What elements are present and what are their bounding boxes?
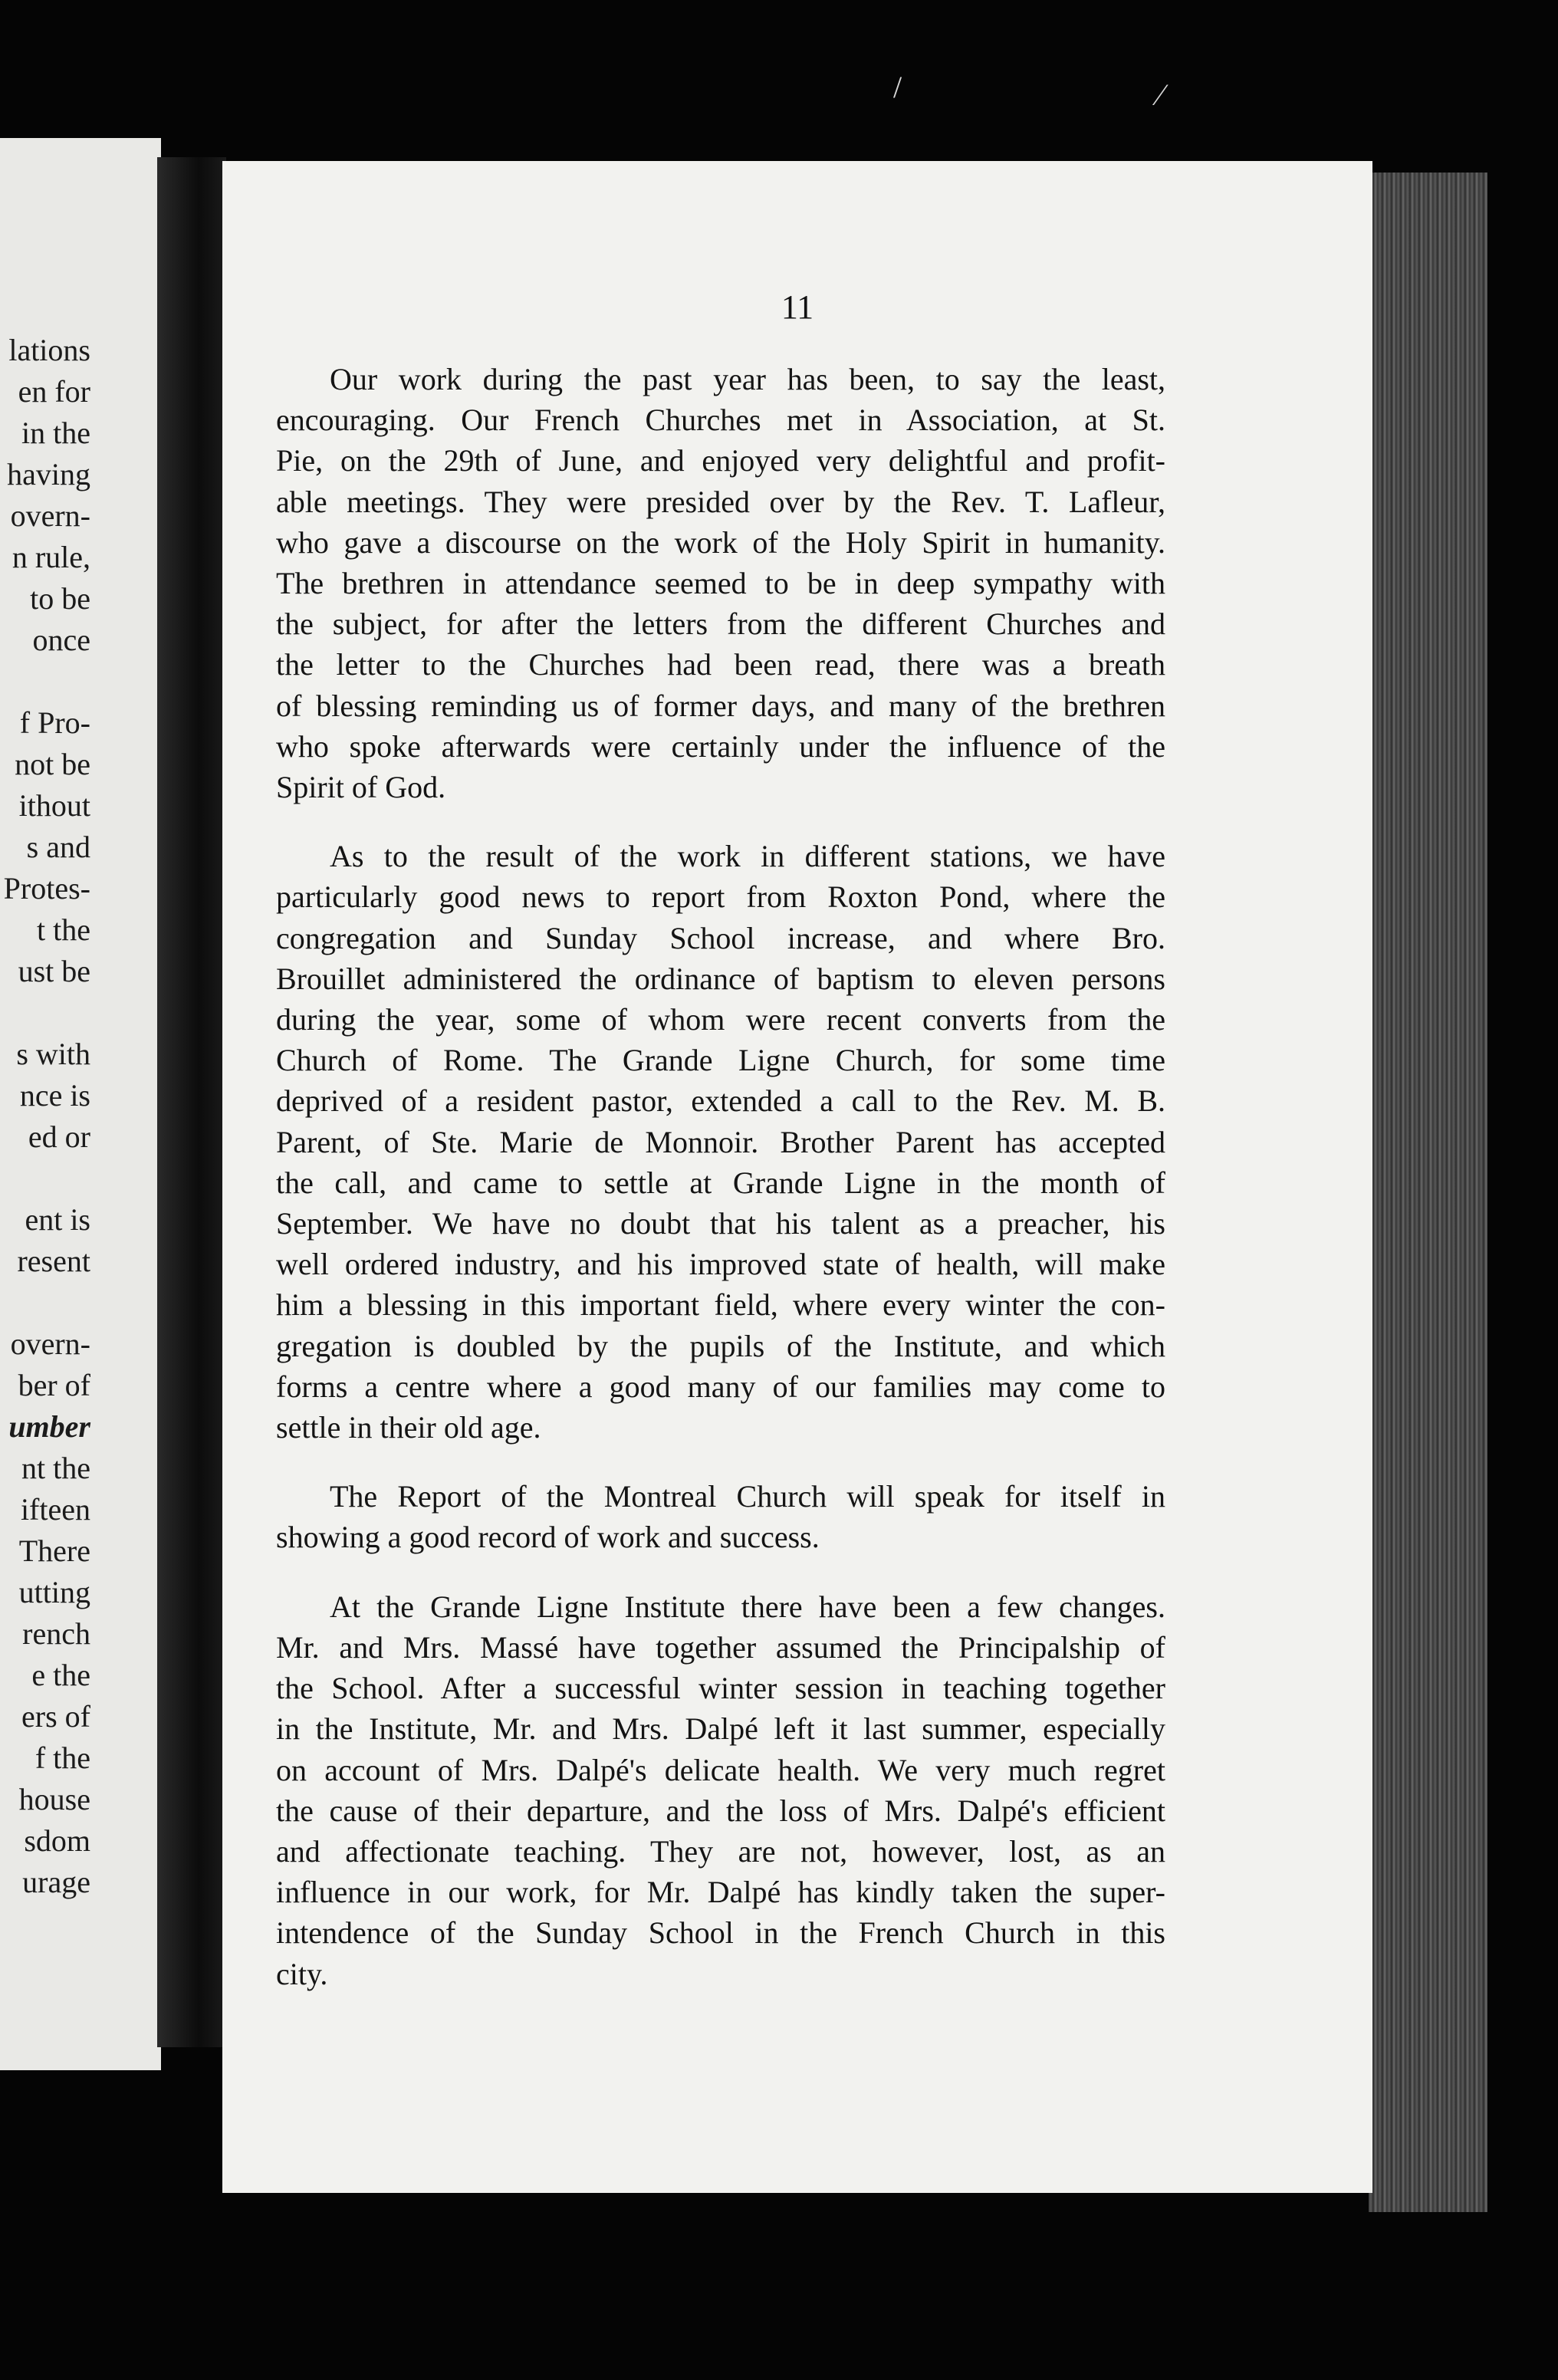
facing-page-line: umber [8, 1409, 90, 1444]
text-line: deprived of a resident pastor, extended a call to the Rev. M. B. [276, 1083, 1165, 1119]
text-line: At the Grande Ligne Institute there have been a few changes. [330, 1589, 1165, 1624]
facing-page-line: sdom [24, 1823, 90, 1858]
text-line: the subject, for after the letters from the different Churches and [276, 607, 1165, 642]
facing-page-line: e the [31, 1658, 90, 1692]
facing-page-line: having [7, 457, 90, 491]
facing-page-line: s with [16, 1037, 90, 1071]
facing-page-line: utting [18, 1575, 90, 1609]
facing-page-line: ust be [18, 954, 90, 988]
facing-page-line: overn- [10, 498, 90, 533]
page-block-edge [1369, 173, 1487, 2212]
book-gutter [157, 157, 226, 2047]
facing-page-line: en for [18, 374, 90, 409]
text-line: forms a centre where a good many of our families may come to [276, 1369, 1165, 1404]
facing-page-line: lations [8, 333, 90, 367]
facing-page-line: nt the [21, 1451, 90, 1485]
facing-page-line: ithout [18, 788, 90, 823]
facing-page-line: overn- [10, 1326, 90, 1361]
paragraph [276, 836, 1165, 1448]
paragraph [276, 359, 1165, 807]
text-line: who gave a discourse on the work of the Holy Spirit in humanity. [276, 524, 1165, 560]
facing-page-line: resent [17, 1244, 90, 1278]
facing-page-line: f the [35, 1741, 90, 1775]
facing-page-line: urage [22, 1865, 90, 1899]
facing-page-line: not be [15, 747, 90, 781]
facing-page-line [0, 1158, 161, 1199]
text-line: Spirit of God. [276, 770, 446, 805]
body-text [276, 359, 1165, 2023]
text-line: him a blessing in this important field, where every winter the con- [276, 1287, 1165, 1323]
text-line: particularly good news to report from Roxton Pond, where the [276, 879, 1165, 915]
facing-page-line: ifteen [20, 1492, 90, 1527]
text-line: able meetings. They were presided over by the Rev. T. Lafleur, [276, 484, 1165, 519]
facing-page-line: There [18, 1534, 90, 1568]
text-line: on account of Mrs. Dalpé's delicate health. We very much regret [276, 1752, 1165, 1787]
facing-page-line: ers of [21, 1699, 90, 1734]
document-page [222, 161, 1372, 2193]
text-line: September. We have no doubt that his talent as a preacher, his [276, 1206, 1165, 1241]
facing-page-text [0, 330, 161, 1903]
facing-page-line: s and [26, 830, 90, 864]
text-line: Pie, on the 29th of June, and enjoyed very delightful and profit- [276, 443, 1165, 478]
facing-page-line: once [32, 623, 90, 657]
text-line: The brethren in attendance seemed to be in deep sympathy with [276, 566, 1165, 601]
text-line: well ordered industry, and his improved state of health, will make [276, 1247, 1165, 1282]
facing-page-line: to be [30, 581, 90, 616]
facing-page-line [0, 992, 161, 1034]
facing-page-line: f Pro- [19, 705, 90, 740]
text-line: Church of Rome. The Grande Ligne Church, for some time [276, 1043, 1165, 1078]
facing-page-line: ber of [18, 1368, 90, 1402]
scan-artifact: / [893, 70, 902, 104]
text-line: influence in our work, for Mr. Dalpé has kindly taken the super- [276, 1875, 1165, 1910]
text-line: congregation and Sunday School increase, and where Bro. [276, 920, 1165, 955]
text-line: settle in their old age. [276, 1410, 541, 1445]
text-line: city. [276, 1956, 328, 1991]
facing-page-line: nce is [19, 1078, 90, 1113]
facing-page-line: house [18, 1782, 90, 1816]
text-line: in the Institute, Mr. and Mrs. Dalpé left it last summer, especially [276, 1711, 1165, 1747]
page-number: 11 [781, 288, 814, 326]
text-line: the call, and came to settle at Grande Ligne in the month of [276, 1165, 1165, 1200]
facing-page-line [0, 1282, 161, 1323]
text-line: of blessing reminding us of former days, and many of the brethren [276, 688, 1165, 723]
facing-page-line: n rule, [12, 540, 90, 574]
text-line: The Report of the Montreal Church will speak for itself in [330, 1479, 1165, 1514]
paragraph [276, 1586, 1165, 1994]
text-line: As to the result of the work in different stations, we have [330, 839, 1165, 874]
text-line: gregation is doubled by the pupils of the Institute, and which [276, 1328, 1165, 1363]
facing-page-line: ed or [28, 1119, 90, 1154]
text-line: who spoke afterwards were certainly under the influence of the [276, 728, 1165, 764]
paragraph [276, 1476, 1165, 1557]
facing-page-line [0, 661, 161, 702]
text-line: the cause of their departure, and the loss of Mrs. Dalpé's efficient [276, 1793, 1165, 1828]
facing-page-line: ent is [25, 1202, 90, 1237]
text-line: Brouillet administered the ordinance of baptism to eleven persons [276, 961, 1165, 996]
facing-page-line: in the [21, 416, 90, 450]
text-line: showing a good record of work and success. [276, 1520, 820, 1555]
text-line: during the year, some of whom were recent converts from the [276, 1002, 1165, 1037]
text-line: and affectionate teaching. They are not, however, lost, as an [276, 1833, 1165, 1869]
scan-artifact: ⁄ [1158, 77, 1163, 112]
text-line: Mr. and Mrs. Massé have together assumed the Principalship of [276, 1629, 1165, 1665]
text-line: Our work during the past year has been, to say the least, [330, 362, 1165, 396]
facing-page-line: rench [22, 1616, 90, 1651]
facing-page-line: t the [37, 912, 90, 947]
text-line: intendence of the Sunday School in the French Church in this [276, 1915, 1165, 1951]
facing-page [0, 138, 161, 2070]
text-line: the letter to the Churches had been read, there was a breath [276, 647, 1165, 682]
text-line: Parent, of Ste. Marie de Monnoir. Brother Parent has accepted [276, 1124, 1165, 1159]
text-line: encouraging. Our French Churches met in Association, at St. [276, 403, 1165, 438]
facing-page-line: Protes- [3, 871, 90, 906]
text-line: the School. After a successful winter session in teaching together [276, 1671, 1165, 1706]
